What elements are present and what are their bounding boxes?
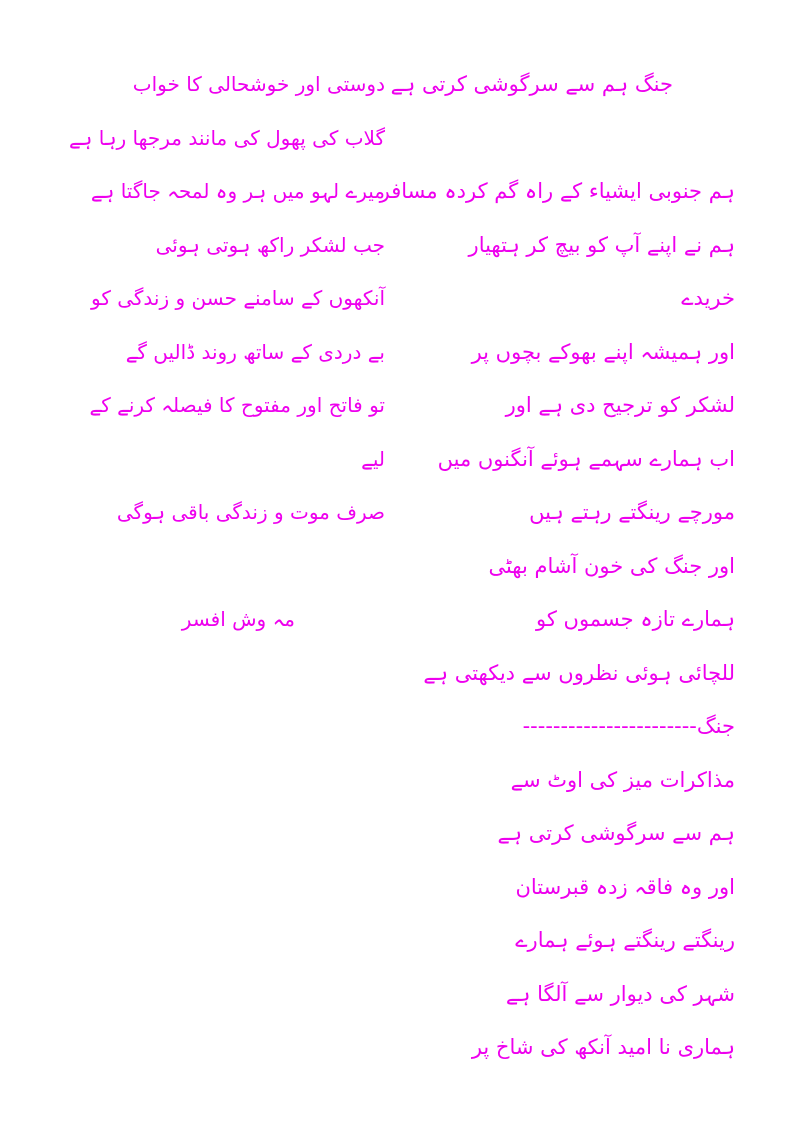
poem-line: اب ہمارے سہمے ہوئے آنگنوں میں [437, 446, 735, 471]
poem-line: گلاب کی پھول کی مانند مرجھا رہا ہے [68, 125, 385, 150]
poem-main-column [379, 58, 735, 1075]
poem-title-line: جنگ ہم سے سرگوشی کرتی ہے [390, 72, 673, 96]
poem-line: صرف موت و زندگی باقی ہوگی [116, 500, 385, 524]
poem-line: میرے لہو میں ہر وہ لمحہ جاگتا ہے [90, 179, 385, 203]
poem-line: لیے [361, 446, 385, 471]
poem-line: تو فاتح اور مفتوح کا فیصلہ کرنے کے [89, 393, 385, 417]
poem-line: مورچے رینگتے رہتے ہیں [529, 500, 735, 524]
blank-line [395, 112, 735, 166]
poem-line: دوستی اور خوشحالی کا خواب [132, 72, 385, 96]
poem-line: اور وہ فاقہ زدہ قبرستان [515, 874, 735, 899]
poem-line: بے دردی کے ساتھ روند ڈالیں گے [125, 339, 385, 364]
poem-line: اور ہمیشہ اپنے بھوکے بچوں پر [471, 339, 735, 364]
poem-divider-line: جنگ----------------------- [522, 714, 735, 738]
poem-line: جب لشکر راکھ ہوتی ہوئی [155, 232, 385, 257]
poem-line: آنکھوں کے سامنے حسن و زندگی کو [91, 286, 385, 310]
poem-line: مذاکرات میز کی اوٹ سے [510, 767, 735, 792]
poem-line: للچائی ہوئی نظروں سے دیکھتی ہے [423, 660, 735, 685]
poem-line: ہماری نا امید آنکھ کی شاخ پر [471, 1035, 735, 1059]
poem-line: اور جنگ کی خون آشام بھٹی [488, 553, 735, 578]
poem-line: شہر کی دیوار سے آلگا ہے [505, 981, 735, 1006]
poem-line: لشکر کو ترجیح دی ہے اور [505, 393, 735, 417]
poem-line: ہم سے سرگوشی کرتی ہے [497, 821, 735, 845]
poem-line: ہم جنوبی ایشیاء کے راہ گم کردہ مسافر [379, 179, 735, 203]
blank-line [55, 540, 385, 594]
poem-line: ہمارے تازہ جسموں کو [536, 607, 735, 631]
author-name: مہ وش افسر [181, 607, 295, 631]
poem-line: رینگتے رینگتے ہوئے ہمارے [515, 928, 735, 952]
poem-continued-column [55, 58, 385, 647]
poem-line: ہم نے اپنے آپ کو بیچ کر ہتھیار [468, 232, 735, 257]
poem-line: خریدے [681, 286, 735, 310]
